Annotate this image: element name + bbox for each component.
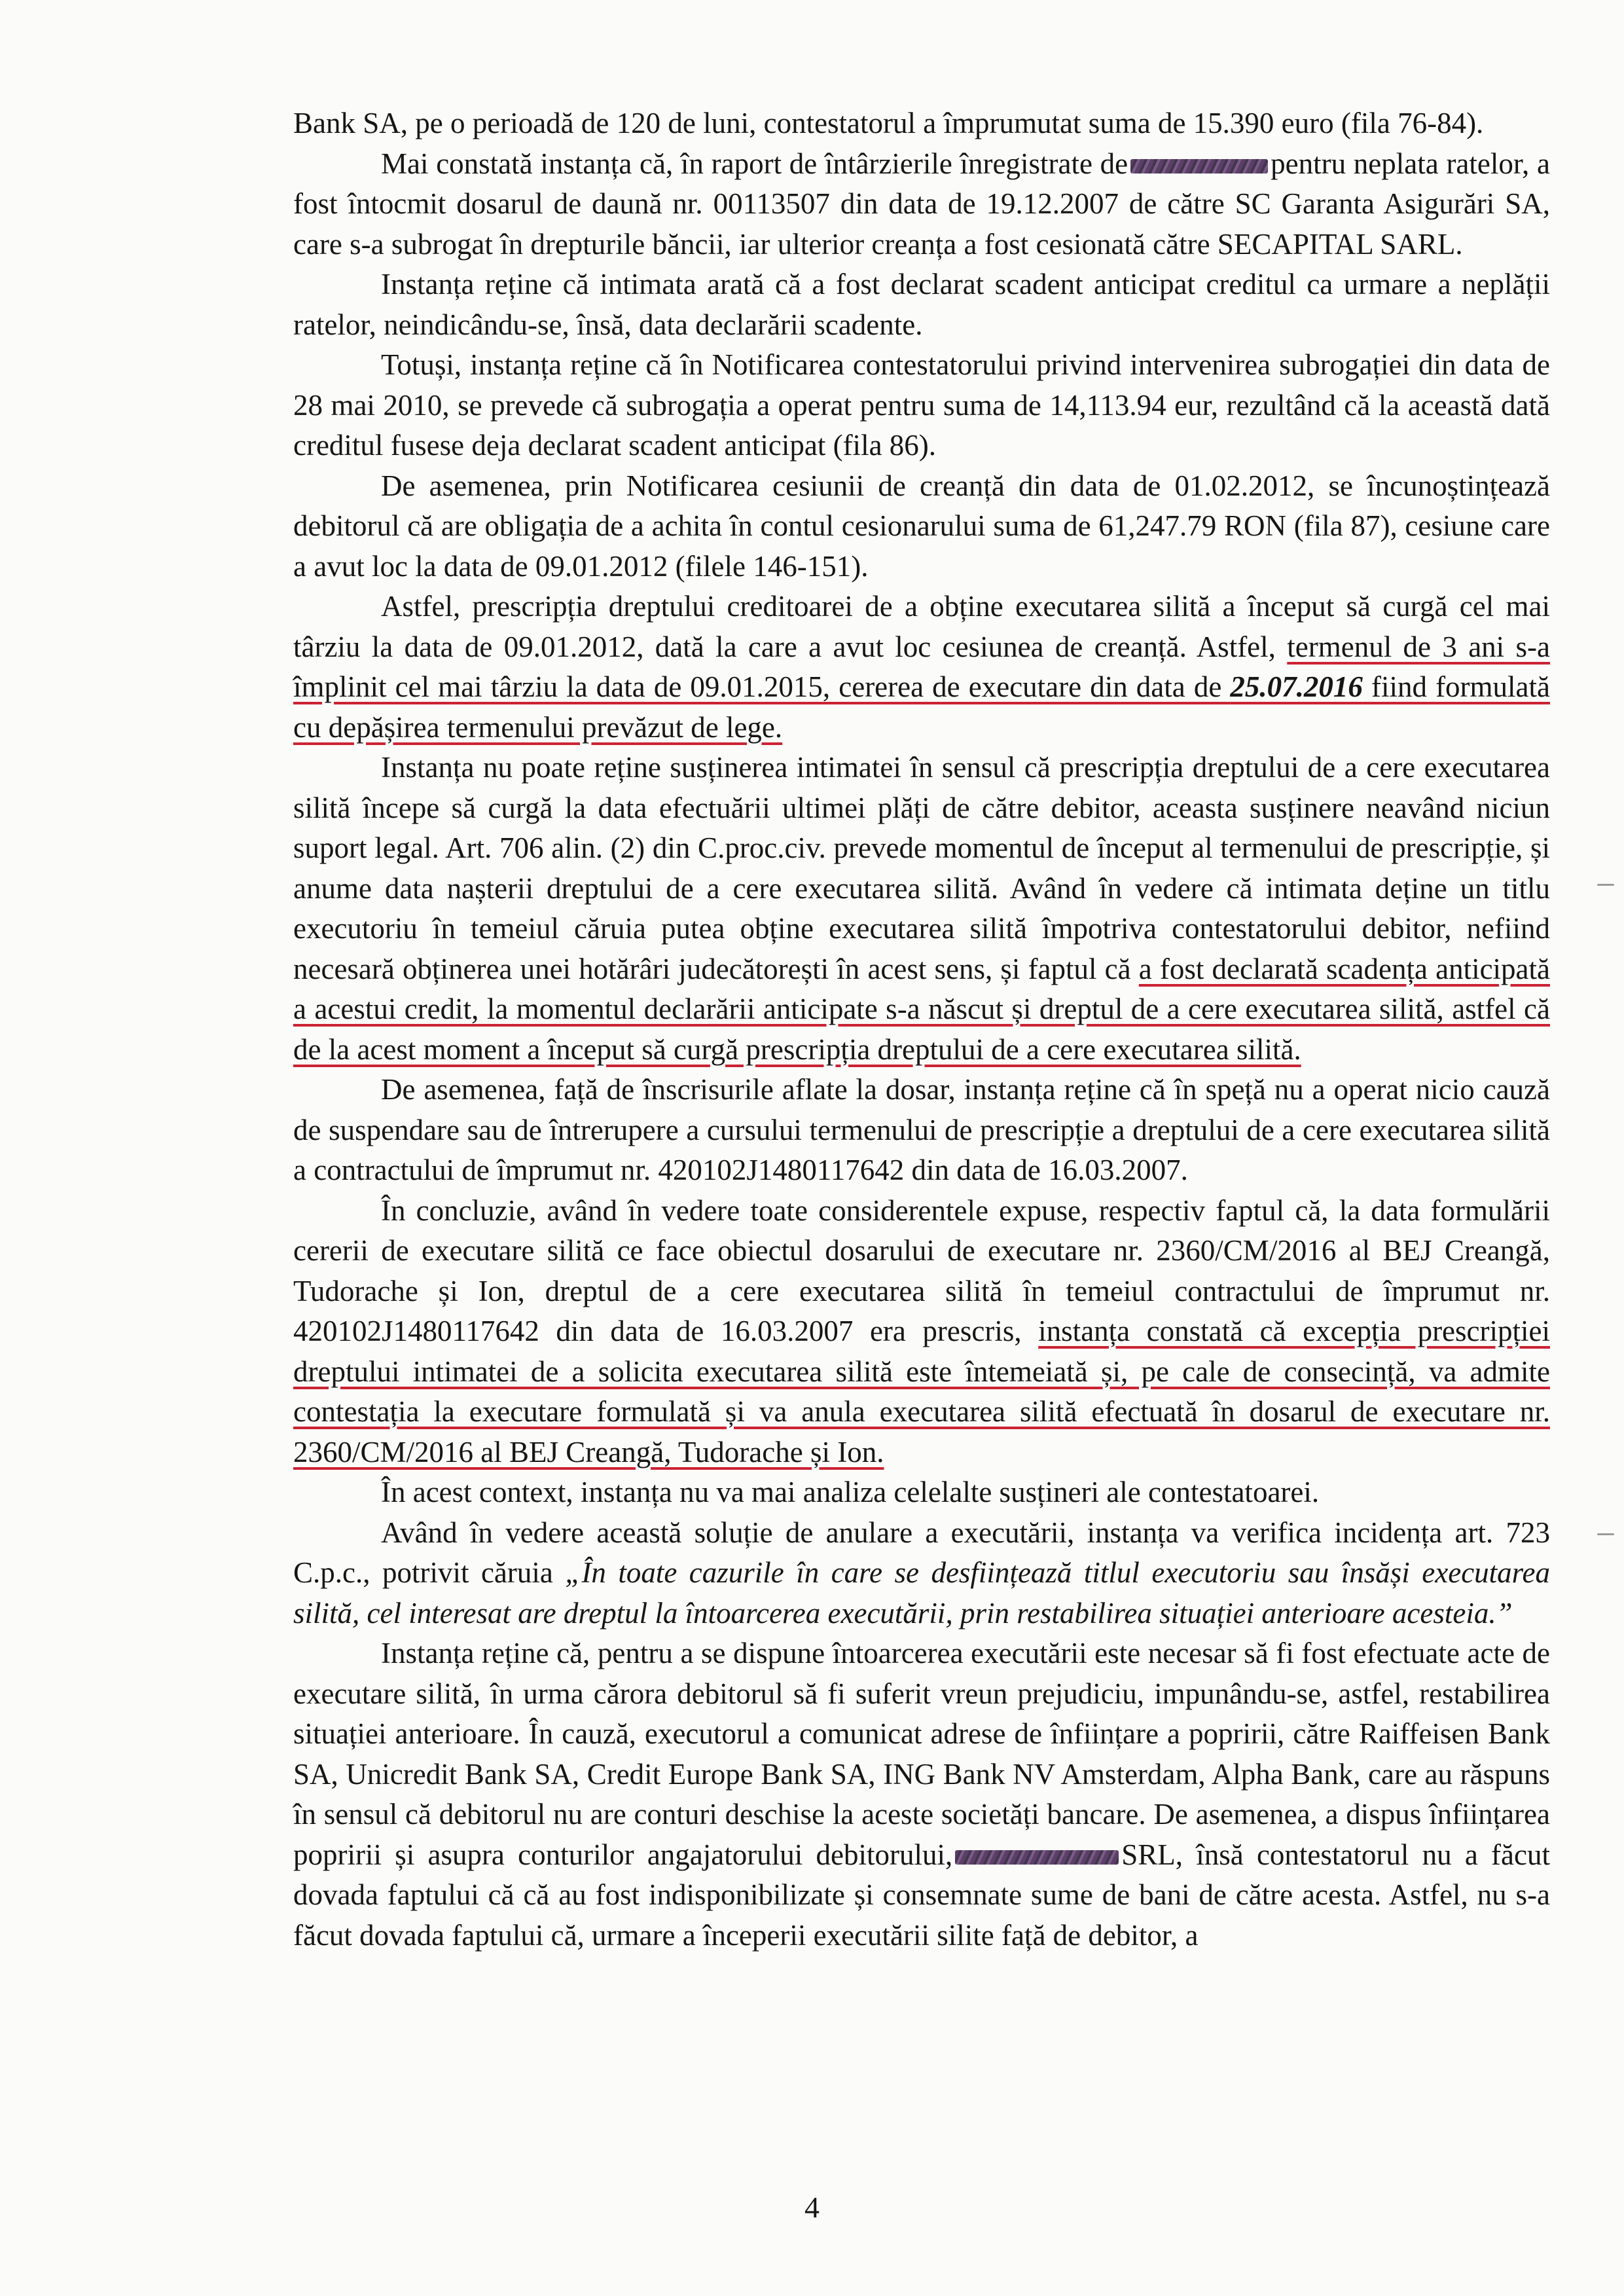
paragraph-text: Bank SA, pe o perioadă de 120 de luni, contestatorul a împrumutat suma de 15.390 euro (fila 76-84). <box>293 107 1484 139</box>
paragraph-text: „În toate cazurile în care se desființează titlul executoriu sau însăși executarea silită, cel interesat are dreptul la întoarcerea executării, prin restabilirea situației anterioare acesteia.” <box>293 1556 1550 1630</box>
underlined-text: instanța constată că excepția prescripției dreptului intimatei de a solicita executarea silită este întemeiată și, pe cale de consecință, va admite contestația la executare formulată și va anula executarea silită efectuată în dosarul de executare nr. 2360/CM/2016 al BEJ Creangă, Tudorache și Ion. <box>293 1315 1550 1468</box>
paragraph-text: În acest context, instanța nu va mai analiza celelalte susțineri ale contestatoarei. <box>381 1476 1320 1508</box>
paragraph <box>293 1633 1550 1956</box>
paragraph-text: Instanța reține că, pentru a se dispune întoarcerea executării este necesar să fi fost efectuate acte de executare silită, în urma cărora debitorul să fi suferit vreun prejudiciu, impunându-se, astfel, restabilirea situației anterioare. În cauză, executorul a comunicat adrese de înființare a popririi, către Raiffeisen Bank SA, Unicredit Bank SA, Credit Europe Bank SA, ING Bank NV Amsterdam, Alpha Bank, care au răspuns în sensul că debitorul nu are conturi deschise la aceste societăți bancare. De asemenea, a dispus înființarea popririi și asupra conturilor angajatorului debitorului, <box>293 1637 1550 1871</box>
document-body <box>293 103 1550 1956</box>
paragraph <box>293 748 1550 1070</box>
paragraph-text: pentru neplata ratelor, a fost întocmit dosarul de daună nr. 00113507 din data de 19.12.2007 de către SC Garanta Asigurări SA, care s-a subrogat în drepturile băncii, iar ulterior creanța a fost cesionată către SECAPITAL SARL. <box>293 147 1550 261</box>
paragraph <box>293 1070 1550 1191</box>
paragraph-text: SRL, însă contestatorul nu a făcut dovada faptului că că au fost indisponibilizate și consemnate sume de bani de către acesta. Astfel, nu s-a făcut dovada faptului că, urmare a începerii executării silite față de debitor, a <box>293 1838 1550 1952</box>
underlined-text: fiind formulată cu depășirea termenului prevăzut de lege. <box>293 670 1550 744</box>
redaction-mark <box>955 1850 1119 1865</box>
paragraph-text: De asemenea, prin Notificarea cesiunii de creanță din data de 01.02.2012, se încunoștințează debitorul că are obligația de a achita în contul cesionarului suma de 61,247.79 RON (fila 87), cesiune care a avut loc la data de 09.01.2012 (filele 146-151). <box>293 469 1550 583</box>
paragraph-text: Astfel, prescripția dreptului creditoarei de a obține executarea silită a început să curgă cel mai târziu la data de 09.01.2012, dată la care a avut loc cesiunea de creanță. Astfel, <box>293 590 1550 663</box>
paragraph <box>293 103 1550 144</box>
paragraph <box>293 466 1550 587</box>
paragraph <box>293 1191 1550 1473</box>
underlined-text: termenul de 3 ani s-a împlinit cel mai târziu la data de 09.01.2015, cererea de executare din data de <box>293 630 1551 703</box>
underlined-text: 25.07.2016 <box>1230 670 1363 703</box>
paragraph <box>293 1472 1550 1513</box>
paragraph <box>293 1513 1550 1634</box>
paragraph-text: Mai constată instanța că, în raport de întârzierile înregistrate de <box>381 147 1128 180</box>
paragraph-text: Având în vedere această soluție de anulare a executării, instanța va verifica incidența art. 723 C.p.c., potrivit căruia <box>293 1516 1550 1589</box>
redaction-mark <box>1130 159 1268 173</box>
scan-edge-mark <box>1597 1533 1614 1535</box>
paragraph <box>293 144 1550 265</box>
paragraph <box>293 264 1550 345</box>
underlined-text: a fost declarată scadența anticipată a acestui credit, la momentul declarării anticipate s-a născut și dreptul de a cere executarea silită, astfel că de la acest moment a început să curgă prescripția dreptului de a cere executarea silită. <box>293 952 1550 1066</box>
paragraph-text: Totuși, instanța reține că în Notificarea contestatorului privind intervenirea subrogației din data de 28 mai 2010, se prevede că subrogația a operat pentru suma de 14,113.94 eur, rezultând că la această dată creditul fusese deja declarat scadent anticipat (fila 86). <box>293 348 1550 462</box>
paragraph <box>293 345 1550 466</box>
paragraph-text: De asemenea, față de înscrisurile aflate la dosar, instanța reține că în speță nu a operat nicio cauză de suspendare sau de întrerupere a cursului termenului de prescripție a dreptului de a cere executarea silită a contractului de împrumut nr. 420102J1480117642 din data de 16.03.2007. <box>293 1073 1550 1186</box>
page-number: 4 <box>804 2191 820 2224</box>
scan-edge-mark <box>1597 884 1614 886</box>
paragraph <box>293 587 1550 748</box>
paragraph-text: Instanța reține că intimata arată că a fost declarat scadent anticipat creditul ca urmare a neplății ratelor, neindicându-se, însă, data declarării scadente. <box>293 268 1550 341</box>
paragraph-text: Instanța nu poate reține susținerea intimatei în sensul că prescripția dreptului de a cere executarea silită începe să curgă la data efectuării ultimei plăți de către debitor, aceasta susținere neavând niciun suport legal. Art. 706 alin. (2) din C.proc.civ. prevede momentul de început al termenului de prescripție, și anume data nașterii dreptului de a cere executarea silită. Având în vedere că intimata deține un titlu executoriu în temeiul căruia putea obține executarea silită împotriva contestatorului debitor, nefiind necesară obținerea unei hotărâri judecătorești în acest sens, și faptul că <box>293 751 1550 985</box>
paragraph-text: În concluzie, având în vedere toate considerentele expuse, respectiv faptul că, la data formulării cererii de executare silită ce face obiectul dosarului de executare nr. 2360/CM/2016 al BEJ Creangă, Tudorache și Ion, dreptul de a cere executarea silită în temeiul contractului de împrumut nr. 420102J1480117642 din data de 16.03.2007 era prescris, <box>293 1194 1550 1347</box>
